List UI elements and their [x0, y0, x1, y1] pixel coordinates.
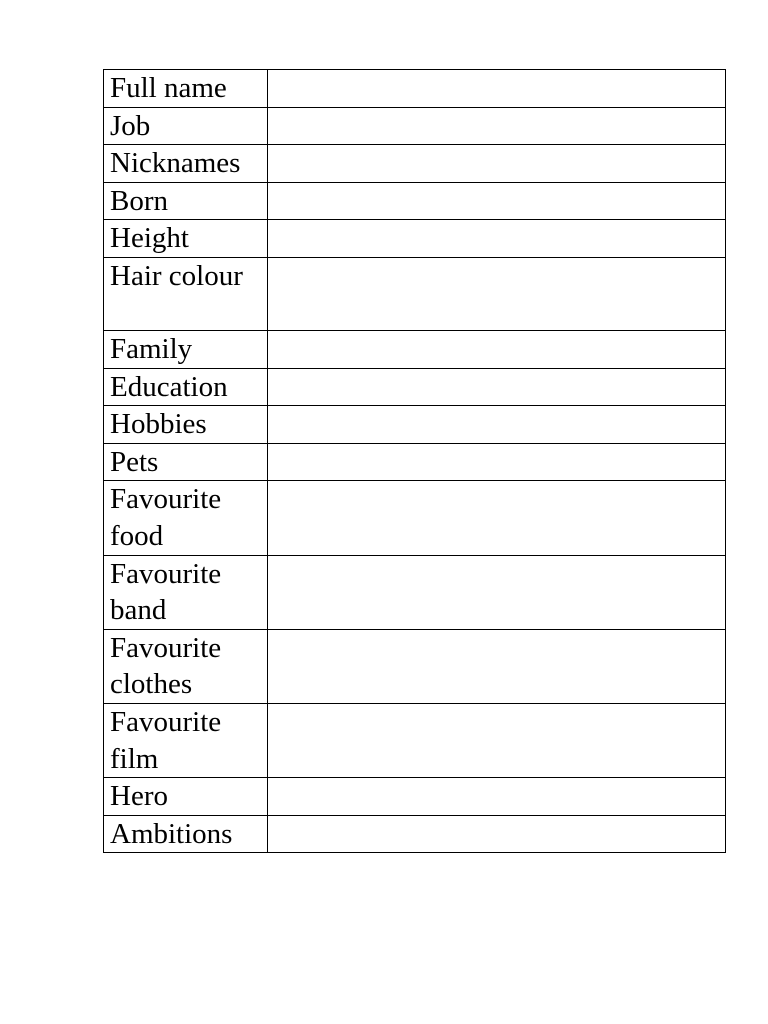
- label-hair-colour: Hair colour: [104, 257, 268, 330]
- label-favourite-band: Favourite band: [104, 555, 268, 629]
- label-favourite-clothes: Favourite clothes: [104, 629, 268, 703]
- row-family: [104, 330, 726, 368]
- row-pets: [104, 443, 726, 481]
- row-nicknames: [104, 145, 726, 183]
- row-height: [104, 220, 726, 258]
- row-ambitions: [104, 815, 726, 853]
- value-height[interactable]: [268, 220, 726, 258]
- value-full-name[interactable]: [268, 70, 726, 108]
- label-height: Height: [104, 220, 268, 258]
- value-favourite-clothes[interactable]: [268, 629, 726, 703]
- value-family[interactable]: [268, 330, 726, 368]
- value-hair-colour[interactable]: [268, 257, 726, 330]
- value-born[interactable]: [268, 182, 726, 220]
- row-job: [104, 107, 726, 145]
- row-born: [104, 182, 726, 220]
- row-favourite-clothes: [104, 629, 726, 703]
- label-nicknames: Nicknames: [104, 145, 268, 183]
- value-favourite-film[interactable]: [268, 703, 726, 777]
- value-favourite-band[interactable]: [268, 555, 726, 629]
- label-pets: Pets: [104, 443, 268, 481]
- row-favourite-band: [104, 555, 726, 629]
- row-education: [104, 368, 726, 406]
- value-nicknames[interactable]: [268, 145, 726, 183]
- label-education: Education: [104, 368, 268, 406]
- row-favourite-food: [104, 481, 726, 555]
- value-pets[interactable]: [268, 443, 726, 481]
- row-favourite-film: [104, 703, 726, 777]
- profile-form-table: [103, 69, 726, 853]
- label-full-name: Full name: [104, 70, 268, 108]
- value-job[interactable]: [268, 107, 726, 145]
- value-hobbies[interactable]: [268, 406, 726, 444]
- row-hobbies: [104, 406, 726, 444]
- value-favourite-food[interactable]: [268, 481, 726, 555]
- label-born: Born: [104, 182, 268, 220]
- row-full-name: [104, 70, 726, 108]
- label-ambitions: Ambitions: [104, 815, 268, 853]
- label-favourite-film: Favourite film: [104, 703, 268, 777]
- row-hero: [104, 778, 726, 816]
- label-hero: Hero: [104, 778, 268, 816]
- value-hero[interactable]: [268, 778, 726, 816]
- value-ambitions[interactable]: [268, 815, 726, 853]
- value-education[interactable]: [268, 368, 726, 406]
- row-hair-colour: [104, 257, 726, 330]
- label-job: Job: [104, 107, 268, 145]
- label-hobbies: Hobbies: [104, 406, 268, 444]
- label-favourite-food: Favourite food: [104, 481, 268, 555]
- label-family: Family: [104, 330, 268, 368]
